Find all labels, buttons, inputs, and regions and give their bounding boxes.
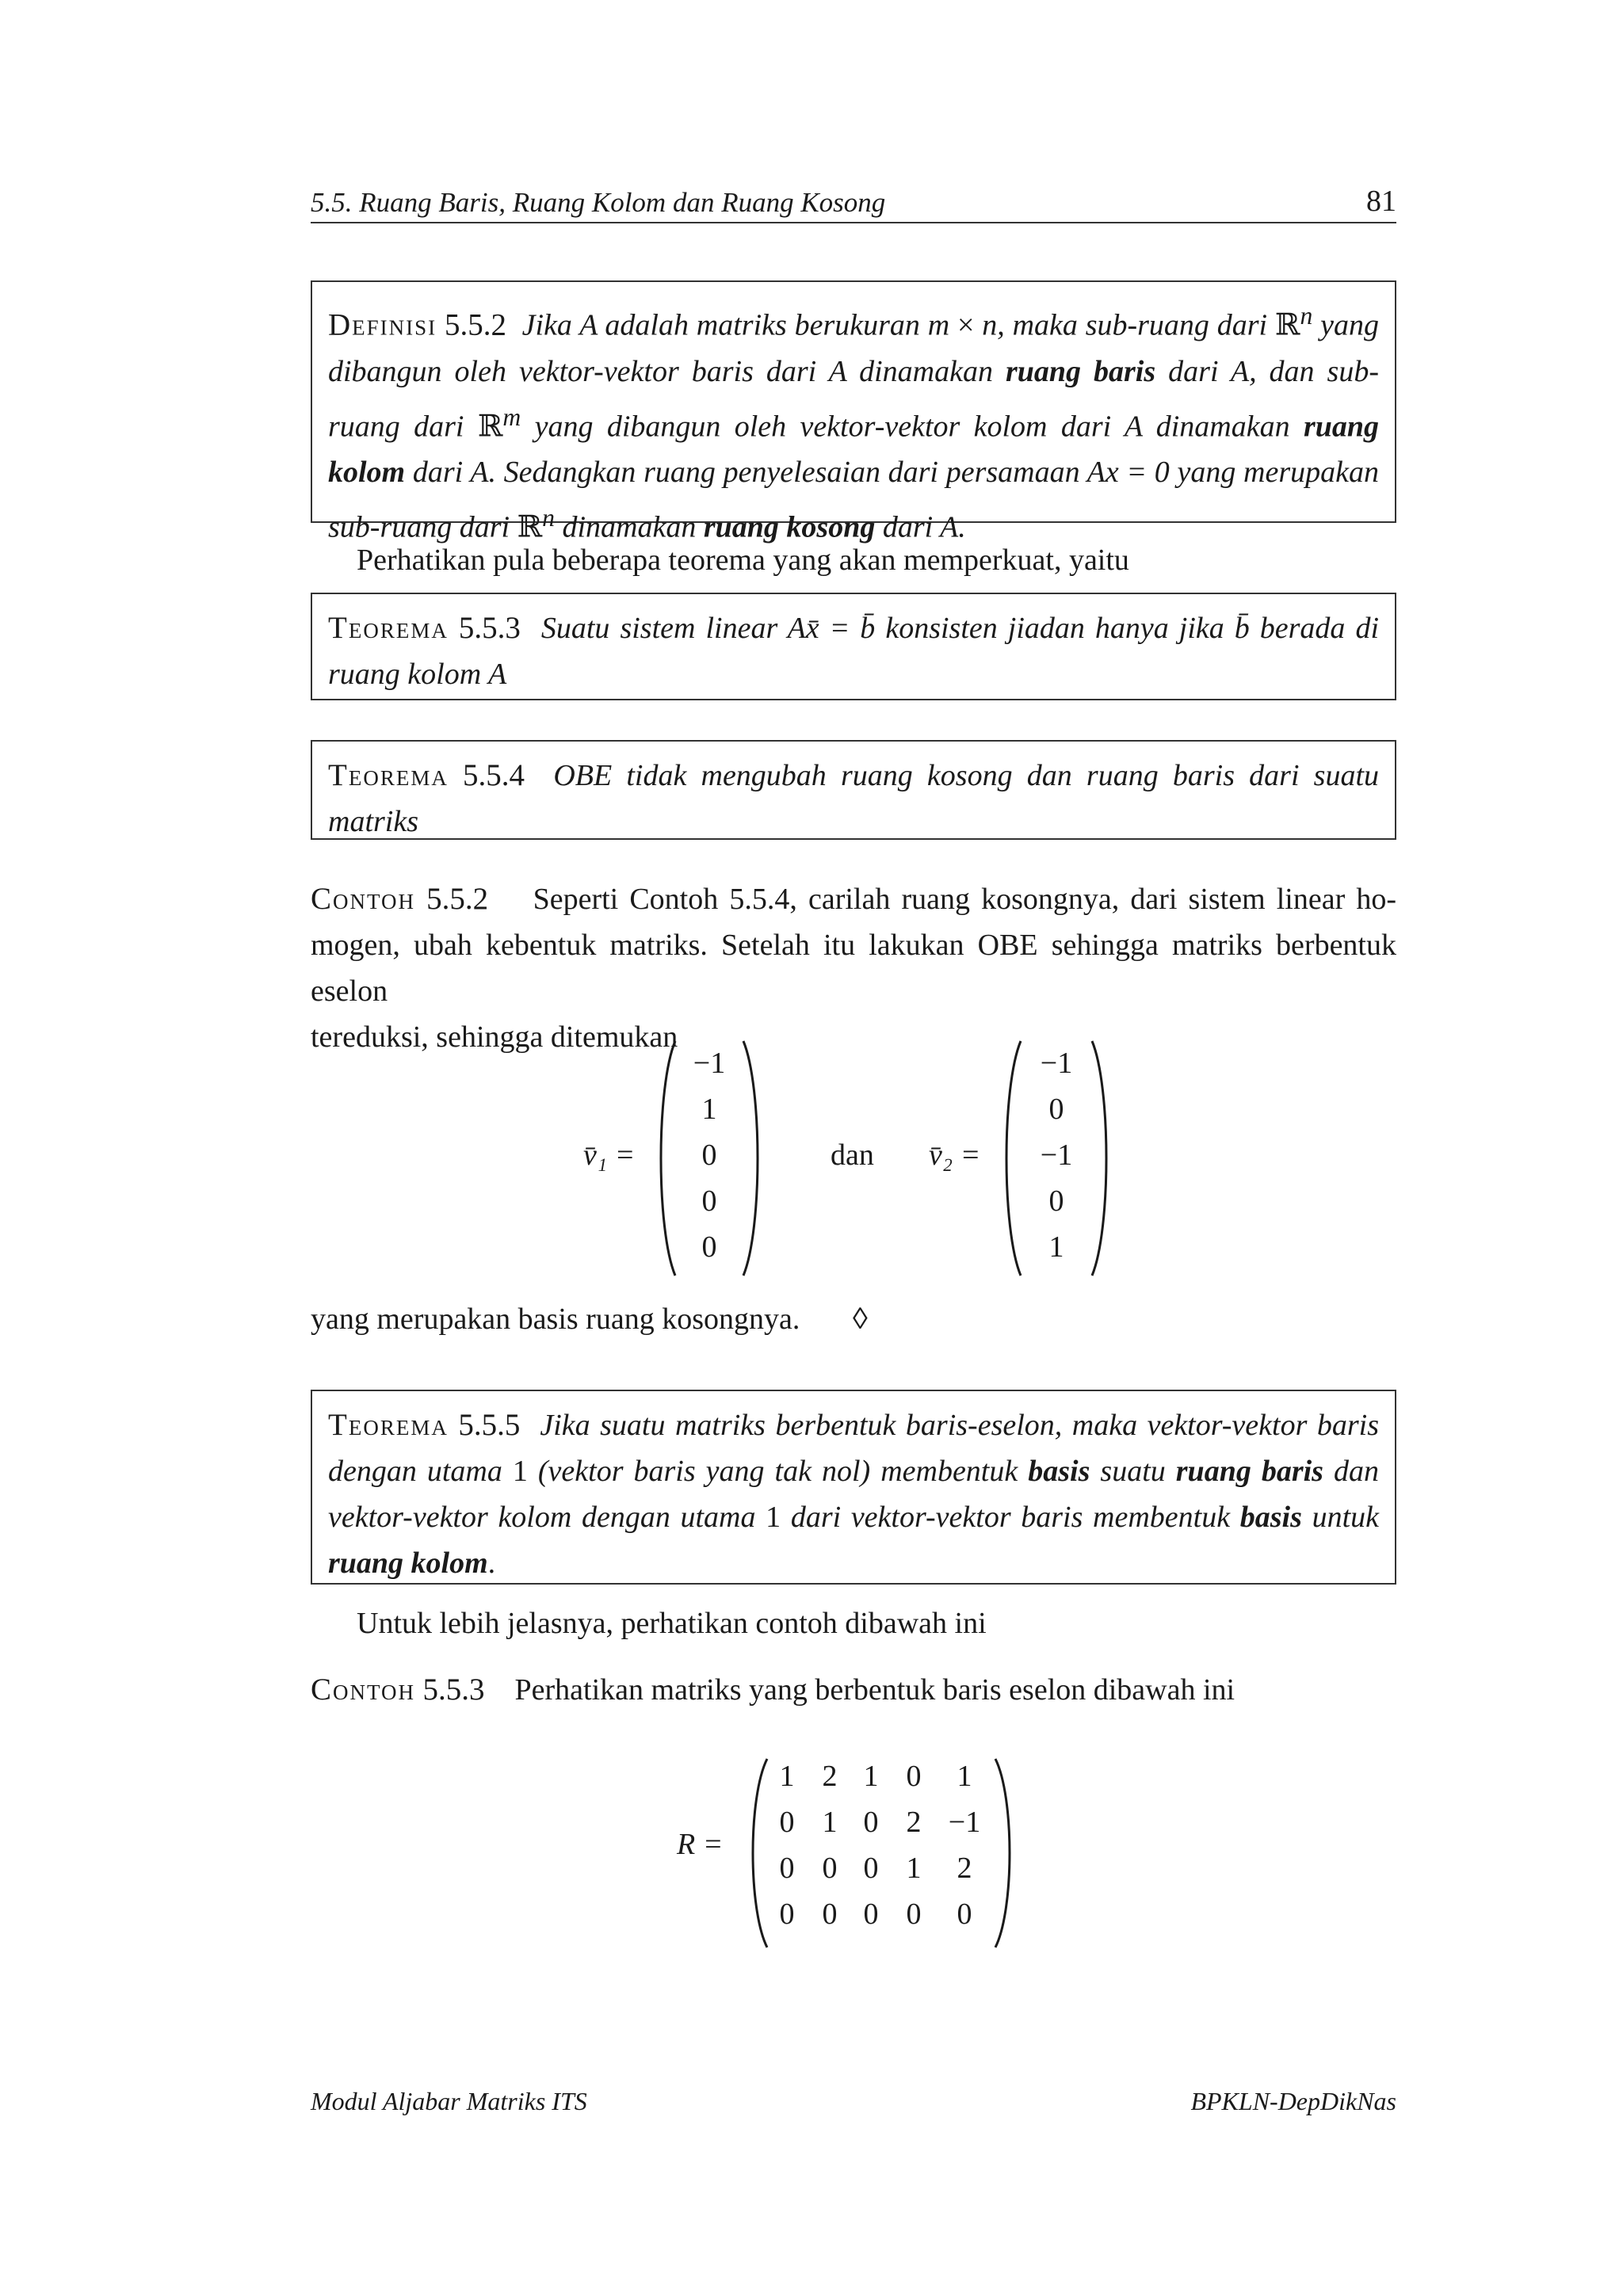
example-553-label-word: Contoh — [311, 1672, 416, 1707]
matrix-cell: 2 — [822, 1760, 838, 1793]
theorem-555-box — [311, 1390, 1396, 1585]
matrix-right-paren — [992, 1757, 1016, 1949]
footer-left: Modul Aljabar Matriks ITS — [311, 2087, 587, 2115]
running-header — [311, 184, 1396, 223]
term-ruang-kosong: ruang kosong — [703, 510, 876, 544]
matrix-cell: 1 — [822, 1806, 838, 1839]
example-552-label-number: 5.5.2 — [426, 882, 489, 916]
dan-connector: dan — [831, 1138, 874, 1172]
matrix-cell: 1 — [906, 1852, 922, 1885]
matrix-cell: 0 — [863, 1897, 879, 1931]
definition-label-number: 5.5.2 — [445, 307, 506, 342]
v1-entry: −1 — [693, 1047, 726, 1080]
example-552-conclusion: yang merupakan basis ruang kosongnya. — [311, 1302, 800, 1336]
matrix-cell: 0 — [863, 1806, 879, 1839]
theorem-554-box — [311, 740, 1396, 840]
matrix-cell: 0 — [779, 1897, 795, 1931]
term-ruang-baris: ruang baris — [1175, 1455, 1323, 1488]
v2-entry: 0 — [1048, 1184, 1064, 1218]
definition-label-word: Definisi — [328, 307, 437, 342]
term-basis: basis — [1239, 1501, 1302, 1534]
matrix-cell: 1 — [779, 1760, 795, 1793]
theorem-555-text: Teorema 5.5.5 Jika suatu matriks berbentuk baris-eselon, maka vektor-vektor baris dengan utama 1 (vektor baris yang tak nol) membentuk basis suatu ruang baris dan vektor-vektor kolom dengan utama 1 dari vektor-vektor baris membentuk basis untuk ruang kolom. — [328, 1408, 1379, 1580]
v1-entry: 0 — [701, 1138, 717, 1172]
term-ruang-kolom: ruang kolom — [328, 410, 1380, 490]
definition-box — [311, 280, 1396, 544]
v1-label: v̄₁ = — [583, 1138, 636, 1172]
matrix-cell: 0 — [779, 1852, 795, 1885]
matrix-cell: 0 — [822, 1897, 838, 1931]
matrix-cell: 1 — [863, 1760, 879, 1793]
example-552-label-word: Contoh — [311, 882, 416, 916]
theorem-554-text: Teorema 5.5.4 OBE tidak mengubah ruang kosong dan ruang baris dari suatu matriks — [328, 758, 1380, 838]
v1-entry: 0 — [701, 1184, 717, 1218]
matrix-cell: 0 — [822, 1852, 838, 1885]
v2-left-paren — [1000, 1039, 1024, 1277]
definition-text: Definisi 5.5.2 Jika A adalah matriks berukuran m × n, maka sub-ruang dari ℝ$^n$ yang dibangun oleh vektor-vektor baris dari A dinamakan ruang baris dari A, dan sub-ruang dari ℝ$^m$ yang dibangun oleh vektor-vektor kolom dari A dinamakan ruang kolom dari A. Sedangkan ruang penyelesaian dari persamaan Ax = 0 yang merupakan sub-ruang dari ℝ$^n$ dinamakan ruang kosong dari A. — [328, 302, 1380, 544]
v2-right-paren — [1089, 1039, 1113, 1277]
end-of-example-mark: ◊ — [853, 1302, 868, 1336]
page-number: 81 — [1366, 185, 1396, 218]
v2-label: v̄₂ = — [929, 1138, 981, 1172]
matrix-cell: 0 — [863, 1852, 879, 1885]
v2-entry: 0 — [1048, 1093, 1064, 1126]
intro-theorems: Perhatikan pula beberapa teorema yang akan memperkuat, yaitu — [357, 543, 1129, 577]
intro-example: Untuk lebih jelasnya, perhatikan contoh dibawah ini — [357, 1607, 987, 1640]
example-553-text: Contoh 5.5.3 Perhatikan matriks yang berbentuk baris eselon dibawah ini — [311, 1672, 1235, 1707]
matrix-cell: 1 — [957, 1760, 972, 1793]
theorem-553-label-word: Teorema — [328, 611, 449, 645]
matrix-cell: 2 — [906, 1806, 922, 1839]
example-552-text: Contoh 5.5.2 Seperti Contoh 5.5.4, carilah ruang kosongnya, dari sistem linear ho- mogen, ubah kebentuk matriks. Setelah itu lakukan OBE sehingga matriks berbentuk eselon tereduksi, sehingga ditemukan — [311, 882, 1397, 1054]
theorem-554-label-number: 5.5.4 — [463, 758, 525, 792]
matrix-cell: 2 — [957, 1852, 972, 1885]
example-553-label-number: 5.5.3 — [422, 1672, 485, 1707]
matrix-cell: −1 — [948, 1806, 981, 1839]
term-ruang-baris: ruang baris — [1005, 354, 1156, 388]
theorem-553-text: Teorema 5.5.3 Suatu sistem linear Ax̄ = b̄ konsisten jiadan hanya jika b̄ berada di ruang kolom A — [328, 611, 1380, 691]
term-ruang-kolom: ruang kolom — [328, 1547, 488, 1580]
matrix-r-label: R = — [677, 1828, 724, 1861]
theorem-553-label-number: 5.5.3 — [458, 611, 521, 645]
matrix-cell: 0 — [957, 1897, 972, 1931]
term-basis: basis — [1028, 1455, 1090, 1488]
theorem-553-box — [311, 593, 1396, 700]
v1-left-paren — [655, 1039, 678, 1277]
theorem-554-label-word: Teorema — [328, 758, 449, 792]
v2-entry: −1 — [1040, 1138, 1073, 1172]
footer-right: BPKLN-DepDikNas — [1190, 2087, 1396, 2115]
matrix-cell: 0 — [906, 1897, 922, 1931]
theorem-555-label-word: Teorema — [328, 1408, 449, 1442]
v1-right-paren — [740, 1039, 764, 1277]
v2-entry: −1 — [1040, 1047, 1073, 1080]
matrix-cell: 0 — [779, 1806, 795, 1839]
v2-entry: 1 — [1048, 1230, 1064, 1264]
v1-entry: 1 — [701, 1093, 717, 1126]
v1-entry: 0 — [701, 1230, 717, 1264]
section-title: 5.5. Ruang Baris, Ruang Kolom dan Ruang Kosong — [311, 187, 886, 218]
theorem-555-label-number: 5.5.5 — [458, 1408, 521, 1442]
matrix-cell: 0 — [906, 1760, 922, 1793]
